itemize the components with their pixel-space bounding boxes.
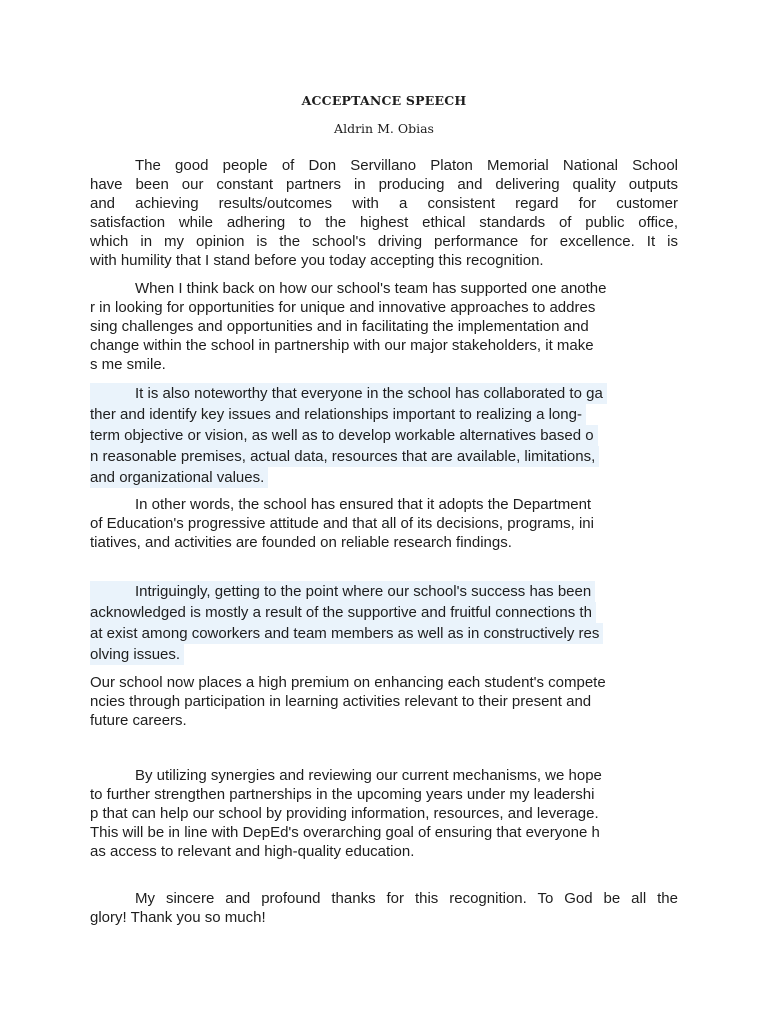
author-name: Aldrin M. Obias	[334, 121, 434, 136]
paragraph-line: as access to relevant and high-quality education.	[90, 843, 415, 860]
paragraph-line: have been our constant partners in producing and delivering quality outputs	[90, 176, 678, 193]
paragraph-8	[90, 889, 678, 927]
paragraph-line: Our school now places a high premium on enhancing each student's compete	[90, 674, 606, 691]
paragraph-1	[90, 156, 678, 270]
paragraph-line: at exist among coworkers and team members as well as in constructively res	[90, 623, 603, 644]
paragraph-line: s me smile.	[90, 356, 166, 373]
paragraph-line: The good people of Don Servillano Platon Memorial National School	[135, 157, 678, 174]
paragraph-line: which in my opinion is the school's driving performance for excellence. It is	[90, 233, 678, 250]
paragraph-line: n reasonable premises, actual data, resources that are available, limitations,	[90, 446, 599, 467]
paragraph-line: p that can help our school by providing information, resources, and leverage.	[90, 805, 599, 822]
paragraph-line: Intriguingly, getting to the point where our school's success has been	[90, 581, 595, 602]
paragraph-line: This will be in line with DepEd's overarching goal of ensuring that everyone h	[90, 824, 600, 841]
paragraph-line: It is also noteworthy that everyone in the school has collaborated to ga	[90, 383, 607, 404]
paragraph-line: r in looking for opportunities for unique and innovative approaches to addres	[90, 299, 596, 316]
paragraph-line: olving issues.	[90, 644, 184, 665]
paragraph-line: and organizational values.	[90, 467, 268, 488]
paragraph-line: satisfaction while adhering to the highest ethical standards of public office,	[90, 214, 678, 231]
paragraph-2	[90, 279, 678, 374]
paragraph-line: glory! Thank you so much!	[90, 909, 266, 926]
paragraph-line: When I think back on how our school's team has supported one anothe	[135, 280, 607, 297]
paragraph-line: ncies through participation in learning activities relevant to their present and	[90, 693, 592, 710]
paragraph-line: change within the school in partnership with our major stakeholders, it make	[90, 337, 594, 354]
paragraph-line: and achieving results/outcomes with a consistent regard for customer	[90, 195, 678, 212]
paragraph-line: tiatives, and activities are founded on reliable research findings.	[90, 534, 512, 551]
paragraph-line: ther and identify key issues and relationships important to realizing a long-	[90, 404, 586, 425]
paragraph-line: to further strengthen partnerships in the upcoming years under my leadershi	[90, 786, 595, 803]
paragraph-line: By utilizing synergies and reviewing our current mechanisms, we hope	[135, 767, 602, 784]
page-title: ACCEPTANCE SPEECH	[301, 93, 467, 108]
paragraph-line: of Education's progressive attitude and that all of its decisions, programs, ini	[90, 515, 594, 532]
paragraph-line: term objective or vision, as well as to develop workable alternatives based o	[90, 425, 598, 446]
paragraph-line: sing challenges and opportunities and in facilitating the implementation and	[90, 318, 589, 335]
paragraph-7	[90, 766, 678, 861]
paragraph-line: acknowledged is mostly a result of the supportive and fruitful connections th	[90, 602, 596, 623]
paragraph-4	[90, 495, 678, 552]
paragraph-line: In other words, the school has ensured that it adopts the Department	[135, 496, 592, 513]
paragraph-line: My sincere and profound thanks for this recognition. To God be all the	[135, 890, 678, 907]
paragraph-line: with humility that I stand before you today accepting this recognition.	[90, 252, 544, 269]
paragraph-line: future careers.	[90, 712, 187, 729]
paragraph-3-highlighted	[90, 383, 678, 488]
paragraph-6	[90, 673, 678, 730]
paragraph-5-highlighted	[90, 581, 678, 665]
